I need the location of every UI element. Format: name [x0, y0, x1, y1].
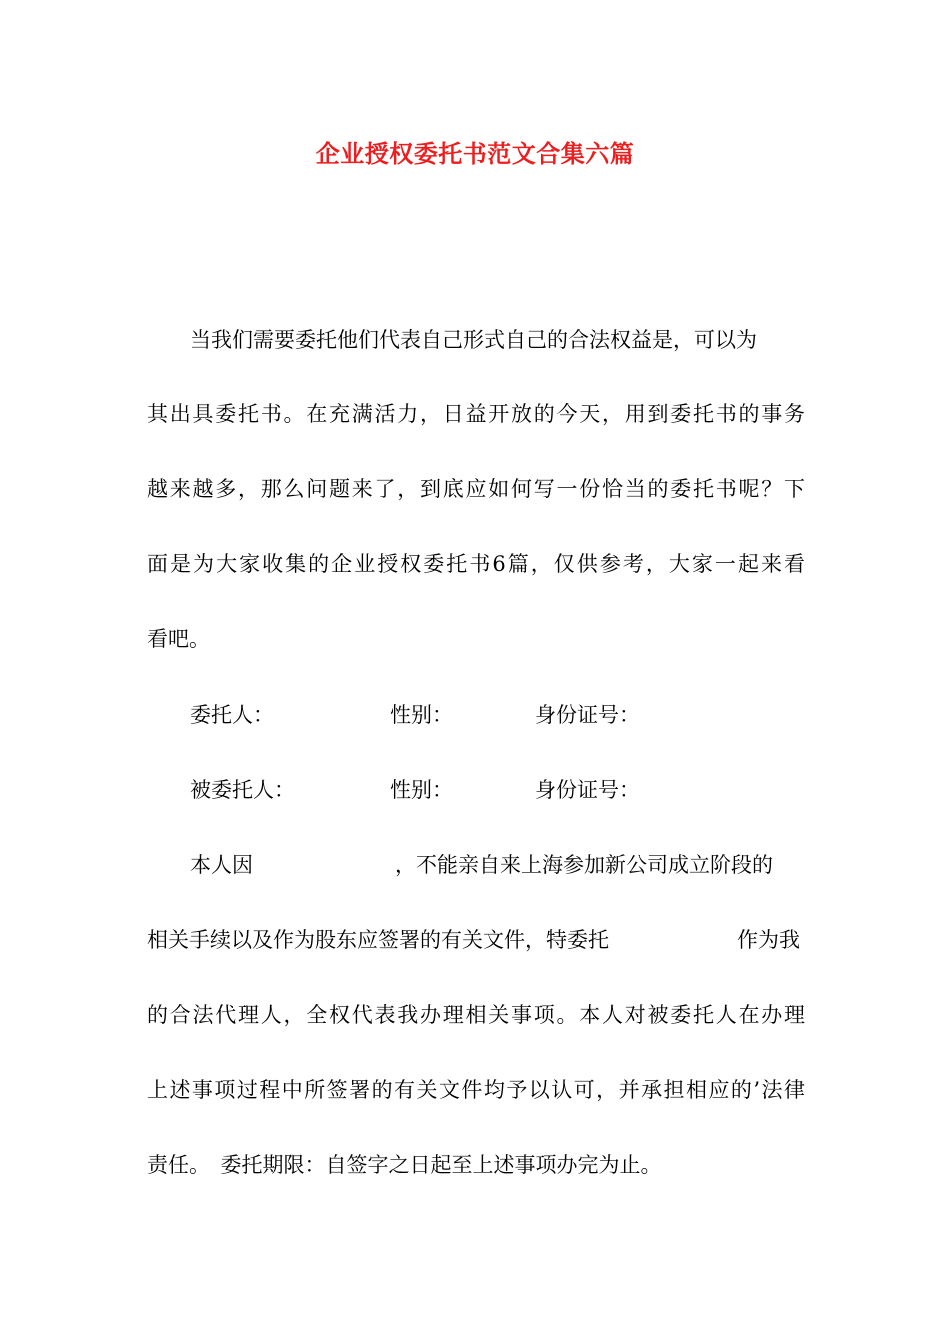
body-line-1-end: ，不能亲自来上海参加新公司成立阶段的: [395, 853, 773, 877]
agent-gender-label: 性别：: [390, 778, 453, 802]
principal-id-label: 身份证号：: [535, 703, 640, 727]
body-line-5: 责任。 委托期限：自签字之日起至上述事项办完为止。: [147, 1153, 662, 1177]
body-line-3: 的合法代理人，全权代表我办理相关事项。本人对被委托人在办理: [147, 1003, 805, 1027]
document-title: 企业授权委托书范文合集六篇: [315, 139, 635, 168]
principal-label: 委托人：: [190, 703, 274, 727]
intro-line-3: 越来越多，那么问题来了，到底应如何写一份恰当的委托书呢？下: [147, 477, 805, 501]
body-line-2-start: 相关手续以及作为股东应签署的有关文件，特委托: [147, 928, 609, 952]
body-line-2-end: 作为我: [737, 928, 800, 952]
body-line-4: 上述事项过程中所签署的有关文件均予以认可，并承担相应的’法律: [147, 1078, 805, 1102]
intro-line-2: 其出具委托书。在充满活力，日益开放的今天，用到委托书的事务: [147, 402, 805, 426]
intro-line-5: 看吧。: [147, 627, 210, 651]
intro-line-1: 当我们需要委托他们代表自己形式自己的合法权益是，可以为: [190, 328, 757, 352]
intro-line-4: 面是为大家收集的企业授权委托书6篇，仅供参考，大家一起来看: [147, 552, 805, 576]
agent-id-label: 身份证号：: [535, 778, 640, 802]
agent-label: 被委托人：: [190, 778, 295, 802]
principal-gender-label: 性别：: [390, 703, 453, 727]
body-line-1-start: 本人因: [190, 853, 253, 877]
